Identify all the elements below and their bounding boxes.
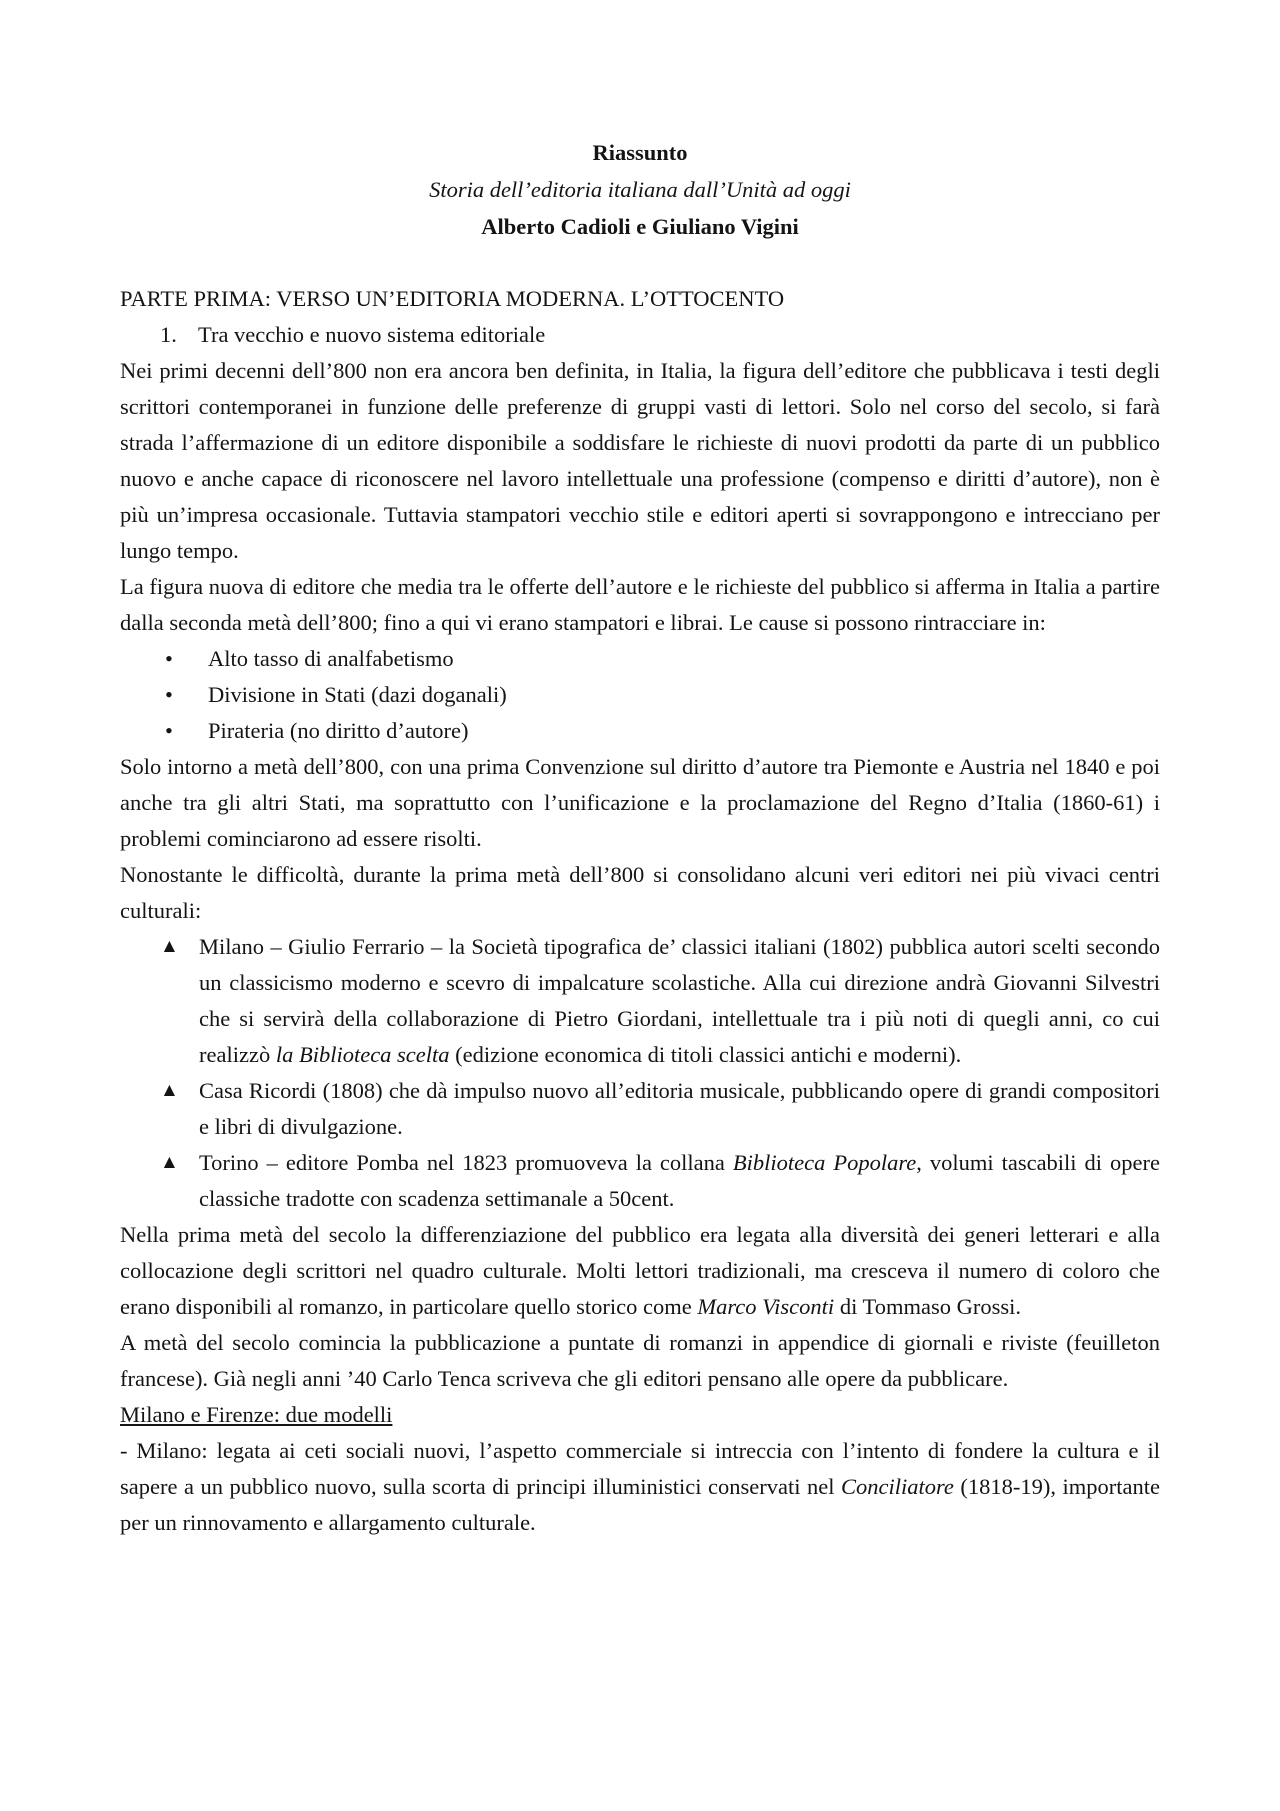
paragraph-italic-text: Marco Visconti — [697, 1294, 835, 1319]
paragraph-text: di Tommaso Grossi. — [834, 1294, 1021, 1319]
triangle-bullet-icon: ▲ — [160, 1080, 179, 1101]
document-page — [120, 134, 1160, 1541]
paragraph-centers: Nonostante le difficoltà, durante la prima metà dell’800 si consolidano alcuni veri editori nei più vivaci centri culturali: — [120, 862, 1160, 923]
list-item — [120, 929, 1160, 1073]
list-item-text: , volumi tascabili di opere classiche tradotte con scadenza settimanale a 50cent. — [199, 1150, 1160, 1211]
document-title: Riassunto — [592, 140, 688, 165]
list-item — [120, 1073, 1160, 1145]
list-item-text: Divisione in Stati (dazi doganali) — [208, 682, 507, 707]
list-item-text: Alto tasso di analfabetismo — [208, 646, 454, 671]
list-item-text: Pirateria (no diritto d’autore) — [208, 718, 469, 743]
triangle-bullet-icon: ▲ — [160, 1152, 179, 1173]
bullet-dot: • — [165, 682, 173, 707]
paragraph-new-publisher: La figura nuova di editore che media tra le offerte dell’autore e le richieste del pubblico si afferma in Italia a partire dalla seconda metà dell’800; fino a qui vi erano stampatori e librai. Le cause si possono rintracciare in: — [120, 574, 1160, 635]
list-item-text: Casa Ricordi (1808) che dà impulso nuovo all’editoria musicale, pubblicando opere di grandi compositori e libri di divulgazione. — [199, 1078, 1160, 1139]
causes-list — [120, 641, 1160, 749]
bullet-dot: • — [165, 718, 173, 743]
title-block — [120, 134, 1160, 245]
section-heading — [120, 1397, 1160, 1433]
document-authors: Alberto Cadioli e Giuliano Vigini — [481, 214, 799, 239]
document-subtitle: Storia dell’editoria italiana dall’Unità ad oggi — [429, 177, 851, 202]
list-item — [120, 1145, 1160, 1217]
list-item — [120, 713, 1160, 749]
list-item-italic-text: la Biblioteca scelta — [275, 1042, 450, 1067]
paragraph-readers — [120, 1217, 1160, 1325]
paragraph-intro: Nei primi decenni dell’800 non era ancora ben definita, in Italia, la figura dell’editore che pubblicava i testi degli scrittori contemporanei in funzione delle preferenze di gruppi vasti di lettori. Solo nel corso del secolo, si farà strada l’affermazione di un editore disponibile a soddisfare le richieste di nuovi prodotti da parte di un pubblico nuovo e anche capace di riconoscere nel lavoro intellettuale una professione (compenso e diritti d’autore), non è più un’impresa occasionale. Tuttavia stampatori vecchio stile e editori aperti si sovrappongono e intrecciano per lungo tempo. — [120, 358, 1160, 563]
paragraph-feuilleton: A metà del secolo comincia la pubblicazione a puntate di romanzi in appendice di giornali e riviste (feuilleton francese). Già negli anni ’40 Carlo Tenca scriveva che gli editori pensano alle opere da pubblicare. — [120, 1330, 1160, 1391]
chapter-number: 1. — [160, 322, 177, 347]
list-item-text: Milano – Giulio Ferrario – la Società tipografica de’ classici italiani (1802) pubblica autori scelti secondo un classicismo moderno e scevro di impalcature scolastiche. Alla cui direzione andrà Giovanni Silvestri che si servirà della collaborazione di Pietro Giordani, intellettuale tra i più noti di quegli anni, co cui realizzò — [199, 934, 1160, 1067]
paragraph-text: (1818-19), importante per un rinnovamento e allargamento culturale. — [120, 1474, 1161, 1535]
list-item — [120, 677, 1160, 713]
paragraph-text: Nella prima metà del secolo la differenziazione del pubblico era legata alla diversità dei generi letterari e alla collocazione degli scrittori nel quadro culturale. Molti lettori tradizionali, ma cresceva il numero di coloro che erano disponibili al romanzo, in particolare quello storico come — [120, 1222, 1160, 1319]
paragraph-italic-text: Conciliatore — [841, 1474, 954, 1499]
centers-list — [120, 929, 1160, 1217]
section-heading-text: Milano e Firenze: due modelli — [120, 1402, 393, 1427]
list-item-text: Torino – editore Pomba nel 1823 promuoveva la collana — [199, 1150, 733, 1175]
part-heading: PARTE PRIMA: VERSO UN’EDITORIA MODERNA. L’OTTOCENTO — [120, 286, 785, 311]
paragraph-milano — [120, 1433, 1160, 1541]
chapter-title: Tra vecchio e nuovo sistema editoriale — [198, 322, 546, 347]
triangle-bullet-icon: ▲ — [160, 936, 179, 957]
list-item-italic-text: Biblioteca Popolare — [732, 1150, 917, 1175]
list-item — [120, 641, 1160, 677]
paragraph-convention: Solo intorno a metà dell’800, con una prima Convenzione sul diritto d’autore tra Piemonte e Austria nel 1840 e poi anche tra gli altri Stati, ma soprattutto con l’unificazione e la proclamazione del Regno d’Italia (1860-61) i problemi cominciarono ad essere risolti. — [120, 754, 1160, 851]
bullet-dot: • — [165, 646, 173, 671]
paragraph-text: - Milano: legata ai ceti sociali nuovi, l’aspetto commerciale si intreccia con l’intento di fondere la cultura e il sapere a un pubblico nuovo, sulla scorta di principi illuministici conservati nel — [120, 1438, 1160, 1499]
list-item-text: (edizione economica di titoli classici antichi e moderni). — [449, 1042, 962, 1067]
chapter-heading — [120, 317, 1160, 353]
